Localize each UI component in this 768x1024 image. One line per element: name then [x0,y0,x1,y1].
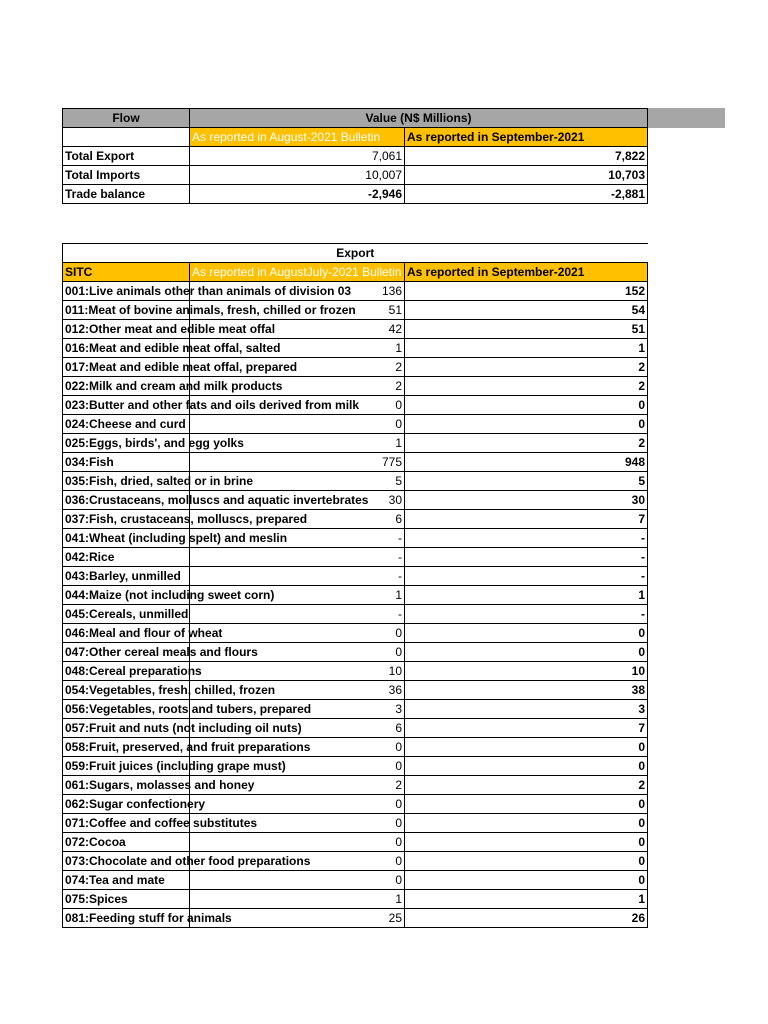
sep-value: 30 [405,491,648,510]
row-label: 023:Butter and other fats and oils derived from milk [63,396,190,415]
table-row [63,643,648,662]
row-label: Trade balance [63,185,190,204]
table-row [63,662,648,681]
aug-value: 0 [190,871,405,890]
sep-value: 7 [405,510,648,529]
table-row [63,185,648,204]
aug-value: 0 [190,814,405,833]
aug-value: 1 [190,339,405,358]
table-row [63,795,648,814]
table-row [63,814,648,833]
header-gray-extension [647,108,725,128]
table-row [63,358,648,377]
aug-value: 10,007 [190,166,405,185]
aug-subheader: As reported in AugustJuly-2021 Bulletin [190,263,405,282]
export-title: Export [63,244,648,263]
table-row [63,909,648,928]
table-row [63,301,648,320]
row-label: 071:Coffee and coffee substitutes [63,814,190,833]
aug-value: - [190,529,405,548]
sep-value: - [405,548,648,567]
sep-value: 0 [405,833,648,852]
row-label: 041:Wheat (including spelt) and meslin [63,529,190,548]
sep-value: 10 [405,662,648,681]
row-label: 035:Fish, dried, salted or in brine [63,472,190,491]
aug-value: 775 [190,453,405,472]
row-label: 046:Meal and flour of wheat [63,624,190,643]
sep-value: 0 [405,795,648,814]
sep-value: 0 [405,871,648,890]
row-label: 017:Meat and edible meat offal, prepared [63,358,190,377]
aug-value: - [190,548,405,567]
row-label: 025:Eggs, birds', and egg yolks [63,434,190,453]
aug-value: 36 [190,681,405,700]
table-row [63,472,648,491]
sep-value: 152 [405,282,648,301]
sep-value: 2 [405,434,648,453]
sep-value: 0 [405,814,648,833]
table-row [63,282,648,301]
aug-value: 0 [190,624,405,643]
sep-value: - [405,605,648,624]
flow-header: Flow [63,109,190,128]
sep-value: 38 [405,681,648,700]
row-label: 058:Fruit, preserved, and fruit preparations [63,738,190,757]
value-header: Value (N$ Millions) [190,109,648,128]
aug-value: 42 [190,320,405,339]
row-label: 022:Milk and cream and milk products [63,377,190,396]
table-row [63,890,648,909]
aug-value: 0 [190,738,405,757]
sep-value: 3 [405,700,648,719]
aug-value: 3 [190,700,405,719]
aug-value: 51 [190,301,405,320]
row-label: 024:Cheese and curd [63,415,190,434]
aug-value: 1 [190,586,405,605]
sep-value: 0 [405,738,648,757]
row-label: 073:Chocolate and other food preparations [63,852,190,871]
row-label: 037:Fish, crustaceans, molluscs, prepared [63,510,190,529]
table-row [63,339,648,358]
sep-value: 0 [405,852,648,871]
table-row [63,738,648,757]
row-label: 062:Sugar confectionery [63,795,190,814]
aug-subheader: As reported in August-2021 Bulletin [190,128,405,147]
sep-value: 2 [405,776,648,795]
table-row [63,510,648,529]
sep-value: 26 [405,909,648,928]
aug-value: 2 [190,776,405,795]
sep-value: -2,881 [405,185,648,204]
sep-value: 0 [405,757,648,776]
aug-value: 0 [190,852,405,871]
row-label: 012:Other meat and edible meat offal [63,320,190,339]
sep-value: 51 [405,320,648,339]
row-label: 054:Vegetables, fresh, chilled, frozen [63,681,190,700]
table-row [63,681,648,700]
table-row [63,548,648,567]
aug-value: 0 [190,757,405,776]
table-row [63,320,648,339]
row-label: 047:Other cereal meals and flours [63,643,190,662]
row-label: 042:Rice [63,548,190,567]
aug-value: 0 [190,415,405,434]
row-label: 075:Spices [63,890,190,909]
sep-value: 1 [405,339,648,358]
table-row [63,434,648,453]
sep-subheader: As reported in September-2021 [405,128,648,147]
aug-value: 0 [190,833,405,852]
sep-value: 1 [405,586,648,605]
row-label: 045:Cereals, unmilled [63,605,190,624]
row-label: 048:Cereal preparations [63,662,190,681]
sep-value: 0 [405,396,648,415]
aug-value: 136 [190,282,405,301]
sep-value: 5 [405,472,648,491]
row-label: 081:Feeding stuff for animals [63,909,190,928]
sep-value: 2 [405,358,648,377]
row-label: 057:Fruit and nuts (not including oil nuts) [63,719,190,738]
row-label: 043:Barley, unmilled [63,567,190,586]
row-label: Total Imports [63,166,190,185]
sep-value: 0 [405,643,648,662]
table-row [63,833,648,852]
row-label: 044:Maize (not including sweet corn) [63,586,190,605]
aug-value: 2 [190,358,405,377]
table-row [63,377,648,396]
aug-value: 5 [190,472,405,491]
row-label: 072:Cocoa [63,833,190,852]
sep-value: - [405,529,648,548]
sep-value: 7,822 [405,147,648,166]
table-row [63,757,648,776]
table-row [63,529,648,548]
table-row [63,396,648,415]
table-row [63,147,648,166]
aug-value: 25 [190,909,405,928]
sep-value: - [405,567,648,586]
aug-value: 6 [190,719,405,738]
aug-value: 0 [190,396,405,415]
table-row [63,166,648,185]
sep-value: 0 [405,415,648,434]
row-label: 034:Fish [63,453,190,472]
table-row [63,567,648,586]
sep-value: 10,703 [405,166,648,185]
row-label: Total Export [63,147,190,166]
table-row [63,776,648,795]
row-label: 016:Meat and edible meat offal, salted [63,339,190,358]
table-row [63,700,648,719]
table-row [63,491,648,510]
table-row [63,415,648,434]
table-row [63,624,648,643]
sep-value: 54 [405,301,648,320]
sep-value: 0 [405,624,648,643]
table-row [63,871,648,890]
row-label: 036:Crustaceans, molluscs and aquatic invertebrates [63,491,190,510]
aug-value: -2,946 [190,185,405,204]
table-row [63,453,648,472]
aug-value: 0 [190,643,405,662]
sitc-header: SITC [63,263,190,282]
row-label: 074:Tea and mate [63,871,190,890]
aug-value: - [190,567,405,586]
aug-value: 1 [190,434,405,453]
row-label: 061:Sugars, molasses and honey [63,776,190,795]
table-row [63,852,648,871]
aug-value: 0 [190,795,405,814]
sep-subheader: As reported in September-2021 [405,263,648,282]
aug-value: 10 [190,662,405,681]
table-row [63,586,648,605]
sep-value: 2 [405,377,648,396]
sep-value: 948 [405,453,648,472]
aug-value: 1 [190,890,405,909]
aug-value: 30 [190,491,405,510]
row-label: 059:Fruit juices (including grape must) [63,757,190,776]
row-label: 056:Vegetables, roots and tubers, prepared [63,700,190,719]
sep-value: 1 [405,890,648,909]
row-label: 011:Meat of bovine animals, fresh, chilled or frozen [63,301,190,320]
row-label: 001:Live animals other than animals of division 03 [63,282,190,301]
table-row [63,605,648,624]
aug-value: - [190,605,405,624]
summary-table [62,108,648,204]
sep-value: 7 [405,719,648,738]
aug-value: 7,061 [190,147,405,166]
aug-value: 2 [190,377,405,396]
export-table [62,243,648,928]
table-row [63,719,648,738]
aug-value: 6 [190,510,405,529]
blank-cell [63,128,190,147]
